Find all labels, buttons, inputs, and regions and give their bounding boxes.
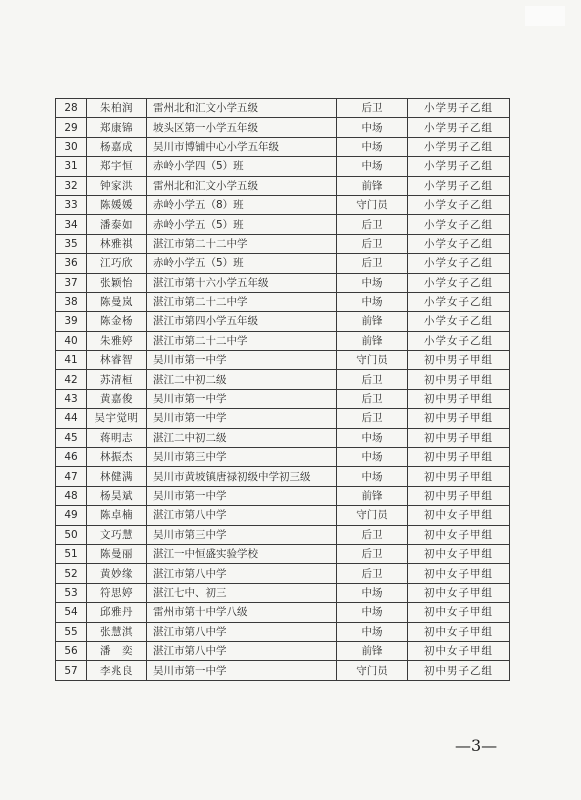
player-name: 黄妙缘: [87, 564, 147, 583]
row-number: 31: [56, 157, 87, 176]
table-row: [56, 273, 510, 292]
table-row: [56, 292, 510, 311]
player-name: 潘 奕: [87, 641, 147, 660]
school-name: 湛江七中、初三: [147, 583, 337, 602]
player-position: 后卫: [337, 99, 408, 118]
row-number: 36: [56, 254, 87, 273]
table-row: [56, 118, 510, 137]
table-row: [56, 157, 510, 176]
row-number: 50: [56, 525, 87, 544]
player-position: 后卫: [337, 544, 408, 563]
row-number: 56: [56, 641, 87, 660]
competition-group: 小学女子乙组: [408, 234, 510, 253]
player-position: 后卫: [337, 564, 408, 583]
school-name: 赤岭小学五（8）班: [147, 195, 337, 214]
competition-group: 初中女子甲组: [408, 564, 510, 583]
player-position: 前锋: [337, 176, 408, 195]
player-position: 后卫: [337, 370, 408, 389]
table-row: [56, 564, 510, 583]
player-position: 后卫: [337, 525, 408, 544]
table-row: [56, 331, 510, 350]
school-name: 湛江市第八中学: [147, 564, 337, 583]
competition-group: 初中男子甲组: [408, 428, 510, 447]
school-name: 赤岭小学五（5）班: [147, 254, 337, 273]
scan-margin: [525, 6, 565, 26]
player-name: 郑宇恒: [87, 157, 147, 176]
player-position: 中场: [337, 583, 408, 602]
player-name: 李兆良: [87, 661, 147, 680]
table-row: [56, 312, 510, 331]
competition-group: 小学女子乙组: [408, 331, 510, 350]
player-name: 潘泰如: [87, 215, 147, 234]
competition-group: 小学女子乙组: [408, 254, 510, 273]
player-name: 江巧欣: [87, 254, 147, 273]
player-name: 黄嘉俊: [87, 389, 147, 408]
school-name: 吴川市黄坡镇唐禄初级中学初三级: [147, 467, 337, 486]
player-name: 蒋明志: [87, 428, 147, 447]
school-name: 吴川市第一中学: [147, 661, 337, 680]
competition-group: 小学女子乙组: [408, 292, 510, 311]
school-name: 湛江市第二十二中学: [147, 292, 337, 311]
player-name: 邱雅丹: [87, 603, 147, 622]
player-name: 林睿智: [87, 351, 147, 370]
competition-group: 初中女子甲组: [408, 622, 510, 641]
row-number: 30: [56, 137, 87, 156]
player-position: 中场: [337, 428, 408, 447]
school-name: 湛江市第八中学: [147, 641, 337, 660]
table-row: [56, 448, 510, 467]
row-number: 34: [56, 215, 87, 234]
player-position: 中场: [337, 622, 408, 641]
row-number: 53: [56, 583, 87, 602]
school-name: 吴川市第一中学: [147, 351, 337, 370]
row-number: 35: [56, 234, 87, 253]
player-name: 林健满: [87, 467, 147, 486]
row-number: 39: [56, 312, 87, 331]
player-name: 张慧淇: [87, 622, 147, 641]
school-name: 湛江二中初二级: [147, 428, 337, 447]
competition-group: 小学男子乙组: [408, 176, 510, 195]
player-name: 陈曼丽: [87, 544, 147, 563]
school-name: 吴川市第三中学: [147, 525, 337, 544]
competition-group: 初中男子甲组: [408, 409, 510, 428]
player-name: 苏清桓: [87, 370, 147, 389]
player-position: 前锋: [337, 312, 408, 331]
table-row: [56, 409, 510, 428]
row-number: 57: [56, 661, 87, 680]
table-row: [56, 641, 510, 660]
player-position: 后卫: [337, 409, 408, 428]
row-number: 42: [56, 370, 87, 389]
competition-group: 初中女子甲组: [408, 506, 510, 525]
table-row: [56, 506, 510, 525]
row-number: 41: [56, 351, 87, 370]
table-row: [56, 603, 510, 622]
player-name: 杨昊斌: [87, 486, 147, 505]
table-row: [56, 195, 510, 214]
player-position: 中场: [337, 467, 408, 486]
player-position: 中场: [337, 603, 408, 622]
row-number: 48: [56, 486, 87, 505]
row-number: 45: [56, 428, 87, 447]
player-name: 符思婷: [87, 583, 147, 602]
competition-group: 初中女子甲组: [408, 603, 510, 622]
school-name: 吴川市第三中学: [147, 448, 337, 467]
page-number: —3—: [455, 736, 498, 755]
school-name: 吴川市第一中学: [147, 389, 337, 408]
table-row: [56, 467, 510, 486]
school-name: 雷州北和汇文小学五级: [147, 99, 337, 118]
competition-group: 初中女子甲组: [408, 525, 510, 544]
table-row: [56, 234, 510, 253]
player-position: 中场: [337, 292, 408, 311]
competition-group: 初中女子甲组: [408, 641, 510, 660]
table-row: [56, 215, 510, 234]
player-position: 中场: [337, 448, 408, 467]
school-name: 坡头区第一小学五年级: [147, 118, 337, 137]
row-number: 37: [56, 273, 87, 292]
row-number: 29: [56, 118, 87, 137]
player-name: 陈金杨: [87, 312, 147, 331]
school-name: 赤岭小学五（5）班: [147, 215, 337, 234]
competition-group: 初中男子甲组: [408, 467, 510, 486]
player-position: 守门员: [337, 661, 408, 680]
row-number: 44: [56, 409, 87, 428]
school-name: 吴川市第一中学: [147, 486, 337, 505]
player-position: 中场: [337, 118, 408, 137]
player-position: 守门员: [337, 195, 408, 214]
table-row: [56, 486, 510, 505]
row-number: 32: [56, 176, 87, 195]
school-name: 湛江市第二十二中学: [147, 331, 337, 350]
player-name: 陈媛媛: [87, 195, 147, 214]
competition-group: 初中男子甲组: [408, 448, 510, 467]
player-name: 林雅祺: [87, 234, 147, 253]
table-row: [56, 544, 510, 563]
player-position: 前锋: [337, 486, 408, 505]
school-name: 湛江一中恒盛实验学校: [147, 544, 337, 563]
school-name: 湛江市第八中学: [147, 622, 337, 641]
school-name: 湛江市第二十二中学: [147, 234, 337, 253]
competition-group: 小学男子乙组: [408, 137, 510, 156]
competition-group: 初中男子甲组: [408, 370, 510, 389]
table-row: [56, 428, 510, 447]
player-position: 后卫: [337, 389, 408, 408]
row-number: 51: [56, 544, 87, 563]
player-position: 中场: [337, 273, 408, 292]
table-row: [56, 137, 510, 156]
row-number: 43: [56, 389, 87, 408]
table-row: [56, 389, 510, 408]
player-name: 朱柏润: [87, 99, 147, 118]
row-number: 47: [56, 467, 87, 486]
table-row: [56, 370, 510, 389]
table-row: [56, 525, 510, 544]
competition-group: 小学女子乙组: [408, 273, 510, 292]
school-name: 雷州北和汇文小学五级: [147, 176, 337, 195]
row-number: 55: [56, 622, 87, 641]
competition-group: 初中男子甲组: [408, 389, 510, 408]
competition-group: 小学女子乙组: [408, 215, 510, 234]
competition-group: 初中男子乙组: [408, 661, 510, 680]
table-row: [56, 583, 510, 602]
row-number: 54: [56, 603, 87, 622]
player-position: 后卫: [337, 215, 408, 234]
school-name: 雷州市第十中学八级: [147, 603, 337, 622]
player-name: 郑康锦: [87, 118, 147, 137]
table-row: [56, 176, 510, 195]
player-name: 钟家洪: [87, 176, 147, 195]
school-name: 赤岭小学四（5）班: [147, 157, 337, 176]
player-name: 张颖怡: [87, 273, 147, 292]
competition-group: 小学男子乙组: [408, 118, 510, 137]
roster-body: [56, 99, 510, 681]
table-row: [56, 254, 510, 273]
competition-group: 小学女子乙组: [408, 312, 510, 331]
player-name: 陈曼岚: [87, 292, 147, 311]
player-position: 守门员: [337, 506, 408, 525]
competition-group: 初中男子甲组: [408, 351, 510, 370]
player-name: 吴宇觉明: [87, 409, 147, 428]
competition-group: 小学女子乙组: [408, 195, 510, 214]
table-row: [56, 622, 510, 641]
row-number: 38: [56, 292, 87, 311]
competition-group: 初中女子甲组: [408, 544, 510, 563]
row-number: 49: [56, 506, 87, 525]
player-name: 朱雅婷: [87, 331, 147, 350]
player-position: 前锋: [337, 331, 408, 350]
player-position: 守门员: [337, 351, 408, 370]
competition-group: 小学男子乙组: [408, 157, 510, 176]
school-name: 湛江二中初二级: [147, 370, 337, 389]
roster-table: [55, 98, 510, 681]
row-number: 28: [56, 99, 87, 118]
player-name: 林振杰: [87, 448, 147, 467]
player-position: 中场: [337, 157, 408, 176]
school-name: 湛江市第四小学五年级: [147, 312, 337, 331]
row-number: 46: [56, 448, 87, 467]
player-name: 杨嘉成: [87, 137, 147, 156]
school-name: 吴川市博铺中心小学五年级: [147, 137, 337, 156]
table-row: [56, 99, 510, 118]
competition-group: 小学男子乙组: [408, 99, 510, 118]
school-name: 湛江市第八中学: [147, 506, 337, 525]
school-name: 湛江市第十六小学五年级: [147, 273, 337, 292]
player-position: 前锋: [337, 641, 408, 660]
table-row: [56, 661, 510, 680]
row-number: 52: [56, 564, 87, 583]
competition-group: 初中女子甲组: [408, 583, 510, 602]
row-number: 40: [56, 331, 87, 350]
player-position: 后卫: [337, 234, 408, 253]
table-row: [56, 351, 510, 370]
player-position: 后卫: [337, 254, 408, 273]
competition-group: 初中男子甲组: [408, 486, 510, 505]
player-name: 文巧慧: [87, 525, 147, 544]
player-name: 陈卓楠: [87, 506, 147, 525]
row-number: 33: [56, 195, 87, 214]
player-position: 中场: [337, 137, 408, 156]
school-name: 吴川市第一中学: [147, 409, 337, 428]
